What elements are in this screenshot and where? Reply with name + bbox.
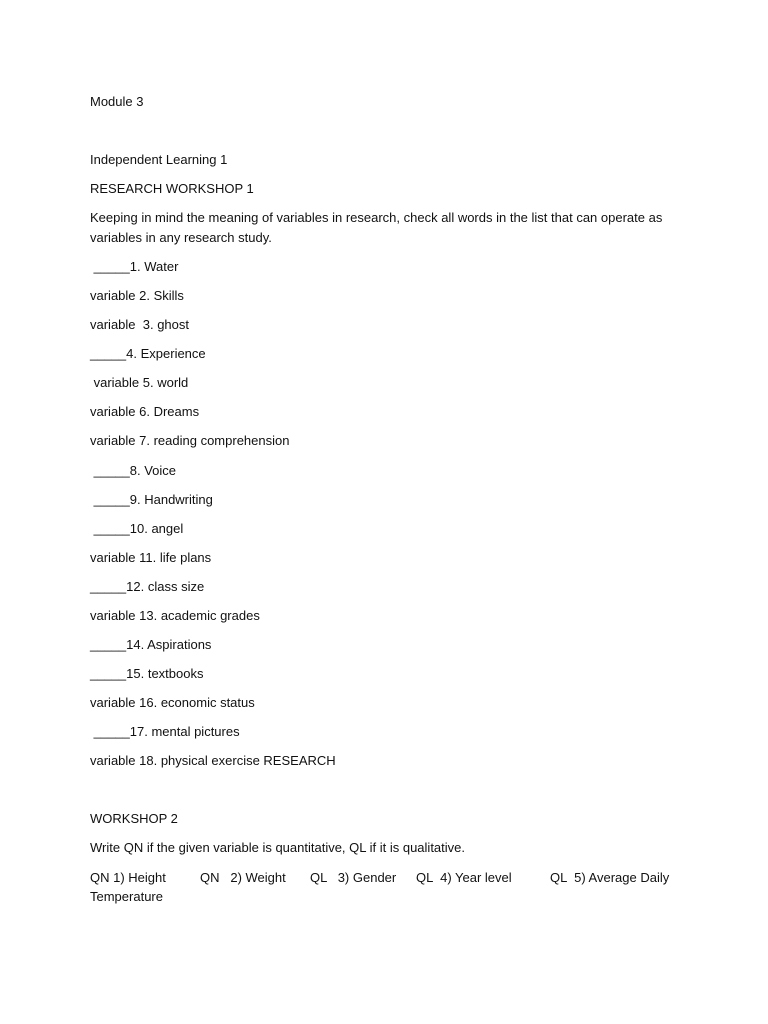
- workshop1-instruction: Keeping in mind the meaning of variables in research, check all words in the list that can operate as variables in any research study.: [90, 210, 663, 245]
- list-item: variable 2. Skills: [90, 288, 184, 303]
- workshop1-title: RESEARCH WORKSHOP 1: [90, 181, 254, 196]
- answer-weight: QN 2) Weight: [200, 870, 286, 885]
- list-item: variable 6. Dreams: [90, 404, 200, 419]
- list-item: _____15. textbooks: [90, 666, 204, 681]
- list-item: variable 3. ghost: [90, 317, 190, 332]
- list-item: _____12. class size: [90, 579, 205, 594]
- answer-gender: QL 3) Gender: [310, 870, 397, 885]
- section-heading: Independent Learning 1: [90, 152, 228, 167]
- list-item: _____4. Experience: [90, 346, 206, 361]
- list-item: _____14. Aspirations: [90, 637, 212, 652]
- list-item: _____8. Voice: [90, 463, 177, 478]
- list-item: _____17. mental pictures: [90, 724, 240, 739]
- list-item: _____10. angel: [90, 521, 184, 536]
- workshop2-instruction: Write QN if the given variable is quantitative, QL if it is qualitative.: [90, 840, 466, 855]
- module-heading: Module 3: [90, 94, 144, 109]
- list-item: variable 5. world: [90, 375, 189, 390]
- list-item: variable 16. economic status: [90, 695, 255, 710]
- answer-height: QN 1) Height: [90, 870, 166, 885]
- answer-average-daily: QL 5) Average Daily: [550, 870, 670, 885]
- list-item: variable 11. life plans: [90, 550, 212, 565]
- list-item: variable 18. physical exercise RESEARCH: [90, 753, 336, 768]
- answer-year-level: QL 4) Year level: [416, 870, 512, 885]
- workshop2-answers: [90, 868, 690, 908]
- list-item: _____1. Water: [90, 259, 179, 274]
- list-item: _____9. Handwriting: [90, 492, 213, 507]
- workshop2-title: WORKSHOP 2: [90, 811, 178, 826]
- list-item: variable 13. academic grades: [90, 608, 260, 623]
- answer-temperature: Temperature: [90, 889, 163, 904]
- list-item: variable 7. reading comprehension: [90, 433, 290, 448]
